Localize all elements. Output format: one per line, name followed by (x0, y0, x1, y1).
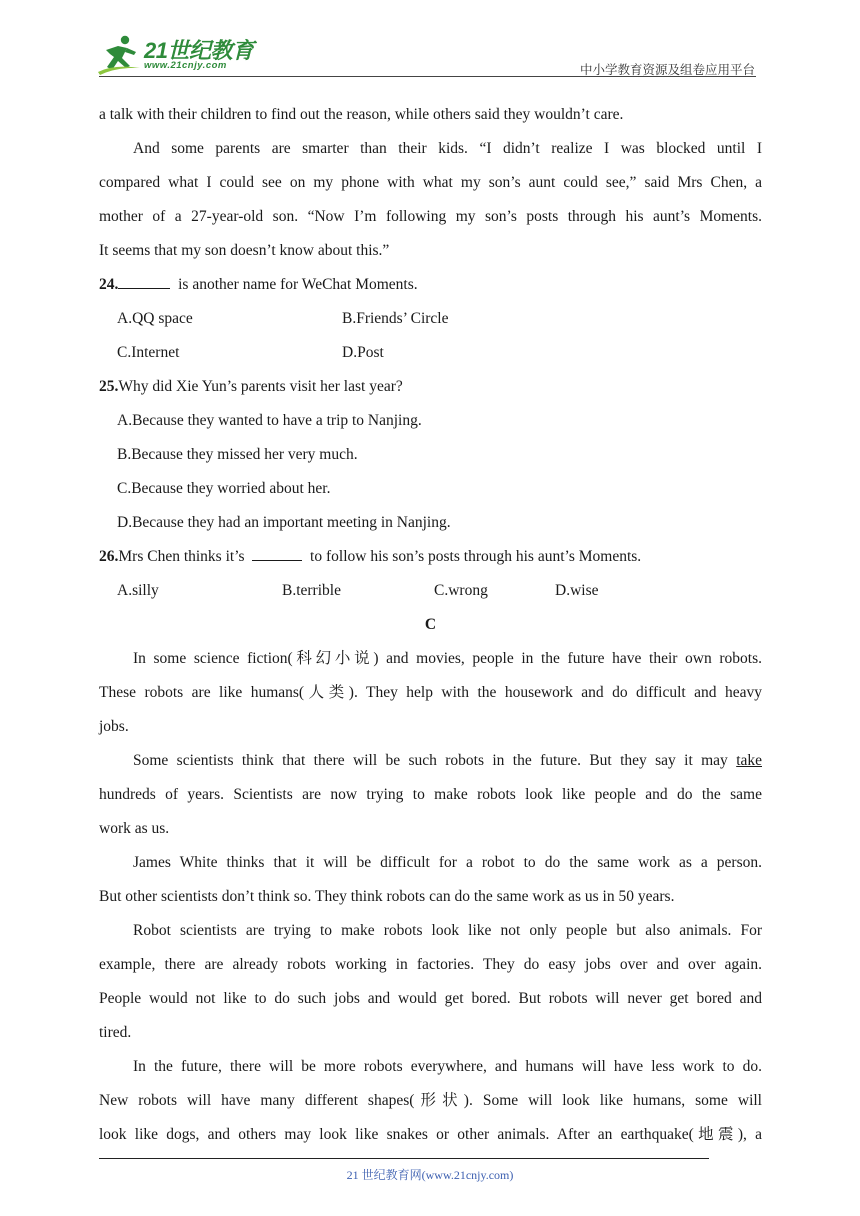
question-text: Why did Xie Yun’s parents visit her last year? (118, 378, 403, 395)
text-line: jobs. (99, 718, 129, 735)
option-b[interactable]: B.terrible (282, 582, 341, 599)
text-line: People would not like to do such jobs and would get bored. But robots will never get bored and (99, 990, 762, 1007)
header-platform-text: 中小学教育资源及组卷应用平台 (579, 63, 755, 77)
option-a[interactable]: A.QQ space (117, 310, 193, 327)
option-b[interactable]: B.Friends’ Circle (342, 310, 449, 327)
answer-blank (252, 560, 302, 561)
option-a[interactable]: A.silly (117, 582, 159, 599)
question-text: is another name for WeChat Moments. (178, 276, 418, 293)
text-line: mother of a 27-year-old son. “Now I’m following my son’s posts through his aunt’s Moments. (99, 208, 762, 225)
text-line: But other scientists don’t think so. They think robots can do the same work as us in 50 years. (99, 888, 675, 905)
question-24 (99, 268, 762, 302)
page-header (0, 0, 860, 80)
section-heading: C (424, 616, 437, 633)
question-number: 25. (99, 378, 119, 395)
text-line: a talk with their children to find out the reason, while others said they wouldn’t care. (99, 106, 624, 123)
logo-url: www.21cnjy.com (144, 60, 227, 71)
question-number: 24. (99, 276, 119, 293)
text-line: compared what I could see on my phone with what my son’s aunt could see,” said Mrs Chen, a (99, 174, 762, 191)
text-line: These robots are like humans(人类). They help with the housework and do difficult and heavy (99, 684, 762, 701)
footer-divider (99, 1158, 709, 1159)
text-segment: Some scientists think that there will be such robots in the future. But they say it may (133, 752, 728, 769)
text-line: tired. (99, 1024, 132, 1041)
runner-logo-icon (94, 34, 144, 78)
text-line: In some science fiction(科幻小说) and movies, people in the future have their own robots. (133, 650, 762, 667)
option-b[interactable]: B.Because they missed her very much. (117, 446, 358, 463)
text-line: hundreds of years. Scientists are now trying to make robots look like people and do the same (99, 786, 762, 803)
option-c[interactable]: C.Internet (117, 344, 180, 361)
document-body (99, 98, 762, 1152)
text-line: And some parents are smarter than their kids. “I didn’t realize I was blocked until I (133, 140, 762, 157)
question-text-before: Mrs Chen thinks it’s (118, 548, 245, 565)
answer-blank (118, 288, 170, 289)
underlined-word: take (736, 752, 762, 769)
text-line: work as us. (99, 820, 170, 837)
page-footer (0, 1166, 860, 1183)
options-row (99, 336, 762, 370)
footer-text[interactable]: 21 世纪教育网(www.21cnjy.com) (346, 1168, 514, 1182)
option-d[interactable]: D.Post (342, 344, 384, 361)
text-line: It seems that my son doesn’t know about this.” (99, 242, 390, 259)
question-26 (99, 540, 762, 574)
question-text-after: to follow his son’s posts through his aunt’s Moments. (310, 548, 642, 565)
site-logo (94, 34, 264, 78)
option-d[interactable]: D.Because they had an important meeting in Nanjing. (117, 514, 451, 531)
text-line: Robot scientists are trying to make robots look like not only people but also animals. For (133, 922, 762, 939)
text-line: example, there are already robots working in factories. They do easy jobs over and over again. (99, 956, 762, 973)
text-line: In the future, there will be more robots everywhere, and humans will have less work to do. (133, 1058, 762, 1075)
option-c[interactable]: C.wrong (434, 582, 488, 599)
question-number: 26. (99, 548, 119, 565)
option-d[interactable]: D.wise (555, 582, 599, 599)
header-divider (99, 76, 756, 77)
question-25 (99, 370, 762, 404)
text-line: look like dogs, and others may look like snakes or other animals. After an earthquake(地震), a (99, 1126, 762, 1143)
text-line (99, 744, 762, 778)
text-line: New robots will have many different shapes(形状). Some will look like humans, some will (99, 1092, 762, 1109)
logo-text: 21世纪教育 (144, 38, 254, 63)
option-c[interactable]: C.Because they worried about her. (117, 480, 331, 497)
options-row (99, 302, 762, 336)
option-a[interactable]: A.Because they wanted to have a trip to Nanjing. (117, 412, 422, 429)
text-line: James White thinks that it will be difficult for a robot to do the same work as a person. (133, 854, 762, 871)
options-row (99, 574, 762, 608)
